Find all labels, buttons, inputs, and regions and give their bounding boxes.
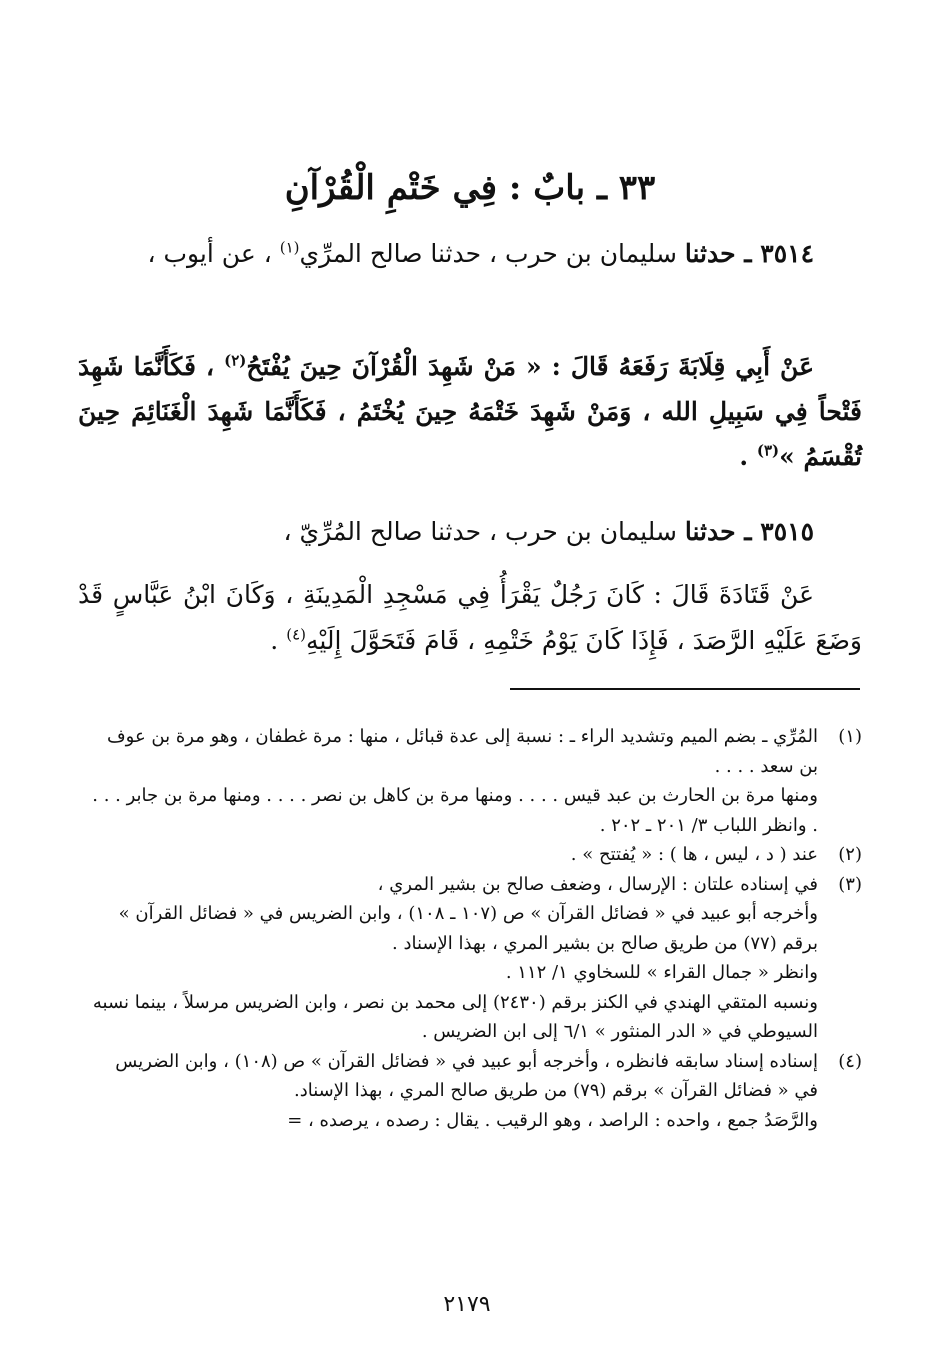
footnote-line: ونسبه المتقي الهندي في الكنز برقم (٢٤٣٠) إلى محمد بن نصر ، وابن الضريس مرسلاً ، بينما نسبه السيوطي في « الدر المنثور » ٦/١ إلى ابن الضريس . bbox=[92, 991, 818, 1042]
hadith-3515-text-a: عَنْ قَتَادَةَ قَالَ : كَانَ رَجُلٌ يَقْرَأُ فِي مَسْجِدِ الْمَدِينَةِ ، وَكَانَ ابْنُ عَبَّاسٍ قَدْ وَضَعَ عَلَيْهِ الرَّصَدَ ، فَإِذَا كَانَ يَوْمُ خَتْمِهِ ، قَامَ فَتَحَوَّلَ إِلَيْهِ bbox=[78, 580, 862, 655]
page-number: ٢١٧٩ bbox=[443, 1292, 491, 1317]
hadith-3515-chain: سليمان بن حرب ، حدثنا صالح المُرِّيّ ، bbox=[283, 517, 685, 546]
hadith-3515-number: ٣٥١٥ ـ حدثنا bbox=[684, 517, 814, 546]
footnotes bbox=[92, 722, 862, 1135]
footnote-number: (١) bbox=[838, 726, 862, 747]
hadith-3514 bbox=[78, 232, 862, 276]
hadith-3514-chain-line2: أيوب ، bbox=[147, 239, 214, 268]
hadith-3514-number: ٣٥١٤ ـ حدثنا bbox=[684, 239, 814, 268]
hadith-3514-chain-end: ، عن bbox=[221, 239, 280, 268]
footnote-ref-3[interactable]: (٣) bbox=[756, 441, 780, 460]
hadith-3514-text-a: عَنْ أَبِي قِلَابَةَ رَفَعَهُ قَالَ : « مَنْ شَهِدَ الْقُرْآنَ حِينَ يُفْتَحُ bbox=[246, 352, 814, 381]
footnote-line: في إسناده علتان : الإرسال ، وضعف صالح بن بشير المري ، bbox=[377, 873, 818, 895]
footnote-line: إسناده إسناد سابقه فانظره ، وأخرجه أبو عبيد في « فضائل القرآن » ص (١٠٨) ، وابن الضريس في « فضائل القرآن » برقم (٧٩) من طريق صالح المري ، بهذا الإسناد. bbox=[115, 1050, 818, 1101]
footnote-number: (٣) bbox=[838, 873, 862, 895]
footnote-number: (٤) bbox=[838, 1050, 862, 1072]
footnote-line: وانظر « جمال القراء » للسخاوي ١/ ١١٢ . bbox=[505, 962, 818, 983]
footnote-line: وأخرجه أبو عبيد في « فضائل القرآن » ص (١٠٧ ـ ١٠٨) ، وابن الضريس في « فضائل القرآن » برقم (٧٧) من طريق صالح بن بشير المري ، بهذا الإسناد . bbox=[118, 903, 818, 954]
footnote-2 bbox=[92, 840, 862, 870]
footnote-ref-2[interactable]: (٢) bbox=[224, 351, 247, 370]
hadith-3514-text-b: ، فَكَأَنَّمَا شَهِدَ فَتْحاً فِي سَبِيلِ الله ، وَمَنْ شَهِدَ خَتْمَهُ حِينَ يُخْتَمُ ، فَكَأَنَّمَا شَهِدَ الْغَنَائِمَ حِينَ تُقْسَمُ » bbox=[78, 352, 862, 471]
footnote-ref-1[interactable]: (١) bbox=[279, 238, 300, 257]
hadith-3514-chain-text: سليمان بن حرب ، حدثنا صالح المرِّي bbox=[299, 239, 685, 268]
footnote-3 bbox=[92, 870, 862, 1047]
footnote-1 bbox=[92, 722, 862, 840]
footnote-divider bbox=[510, 688, 860, 690]
footnote-line: عند ( د ، ليس ، ها ) : « يُفتتح » . bbox=[570, 844, 818, 865]
hadith-3515 bbox=[78, 510, 862, 554]
hadith-3515-matn bbox=[78, 572, 862, 664]
hadith-3515-text-end: . bbox=[270, 626, 287, 655]
hadith-3514-chain bbox=[78, 232, 862, 276]
footnote-line: المُرِّي ـ بضم الميم وتشديد الراء ـ : نسبة إلى عدة قبائل ، منها : مرة غطفان ، وهو مرة بن عوف بن سعد . . . . bbox=[107, 726, 818, 777]
footnote-line: والرَّصَدُ جمع ، واحده : الراصد ، وهو الرقيب . يقال : رصده ، يرصده ، = bbox=[287, 1109, 818, 1131]
hadith-3514-text-end: . bbox=[739, 442, 757, 471]
hadith-3514-matn bbox=[78, 344, 862, 479]
footnote-4 bbox=[92, 1047, 862, 1136]
footnote-line: ومنها مرة بن الحارث بن عبد قيس . . . . ومنها مرة بن كاهل بن نصر . . . . ومنها مرة بن جابر . . . . وانظر اللباب ٣/ ٢٠١ ـ ٢٠٢ . bbox=[92, 785, 818, 836]
footnote-ref-4[interactable]: (٤) bbox=[286, 625, 306, 644]
footnote-number: (٢) bbox=[838, 844, 862, 865]
chapter-title: ٣٣ ـ بابٌ : فِي خَتْمِ الْقُرْآنِ bbox=[284, 168, 656, 208]
